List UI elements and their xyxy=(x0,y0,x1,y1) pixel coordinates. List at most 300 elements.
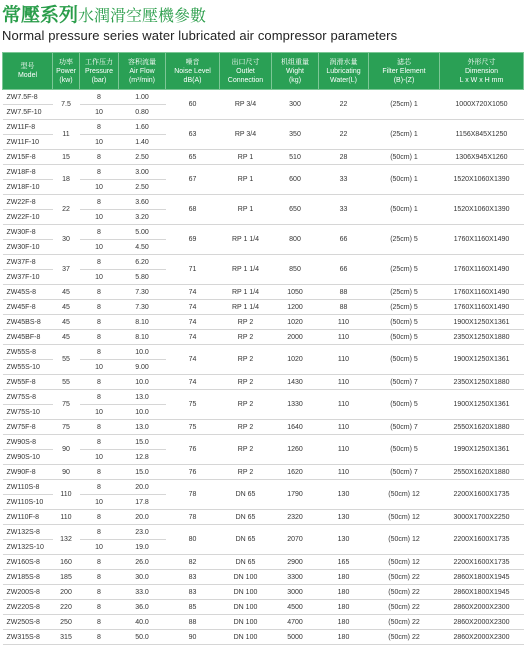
table-row xyxy=(3,120,524,135)
cell-filter: (50cm) 12 xyxy=(369,510,440,525)
cell-pressure: 8 xyxy=(80,285,119,300)
cell-dimension: 1760X1160X1490 xyxy=(440,255,524,285)
cell-pressure: 8 xyxy=(80,570,119,585)
cell-dimension: 1156X845X1250 xyxy=(440,120,524,150)
cell-power: 185 xyxy=(53,570,80,585)
cell-dimension: 1900X1250X1361 xyxy=(440,315,524,330)
cell-weight: 4700 xyxy=(272,615,319,630)
cell-water: 180 xyxy=(319,600,369,615)
cell-water: 110 xyxy=(319,330,369,345)
cell-weight: 1620 xyxy=(272,465,319,480)
header-dimension: 外形尺寸 Dimension L x W x H mm xyxy=(440,53,524,90)
cell-weight: 5000 xyxy=(272,630,319,645)
cell-air-flow: 10.0 xyxy=(119,405,166,420)
cell-dimension: 2200X1600X1735 xyxy=(440,525,524,555)
table-row xyxy=(3,420,524,435)
table-row xyxy=(3,600,524,615)
cell-outlet: RP 2 xyxy=(220,375,272,390)
cell-outlet: RP 1 xyxy=(220,165,272,195)
cell-noise: 68 xyxy=(166,195,220,225)
cell-air-flow: 20.0 xyxy=(119,510,166,525)
cell-model: ZW75S-8 xyxy=(3,390,53,405)
cell-filter: (50cm) 22 xyxy=(369,585,440,600)
cell-pressure: 8 xyxy=(80,510,119,525)
cell-air-flow: 3.60 xyxy=(119,195,166,210)
cell-noise: 65 xyxy=(166,150,220,165)
title-main: 常壓系列 xyxy=(2,4,79,26)
cell-outlet: DN 65 xyxy=(220,510,272,525)
cell-dimension: 1760X1160X1490 xyxy=(440,285,524,300)
cell-filter: (50cm) 7 xyxy=(369,420,440,435)
cell-dimension: 2860X2000X2300 xyxy=(440,630,524,645)
cell-weight: 1200 xyxy=(272,300,319,315)
cell-filter: (50cm) 12 xyxy=(369,555,440,570)
cell-filter: (25cm) 1 xyxy=(369,90,440,120)
cell-model: ZW30F-10 xyxy=(3,240,53,255)
cell-air-flow: 2.50 xyxy=(119,180,166,195)
cell-dimension: 1990X1250X1361 xyxy=(440,435,524,465)
cell-outlet: RP 2 xyxy=(220,345,272,375)
cell-outlet: DN 100 xyxy=(220,615,272,630)
cell-pressure: 8 xyxy=(80,420,119,435)
cell-outlet: RP 1 1/4 xyxy=(220,285,272,300)
cell-noise: 85 xyxy=(166,600,220,615)
table-row xyxy=(3,150,524,165)
cell-filter: (50cm) 5 xyxy=(369,390,440,420)
table-row xyxy=(3,585,524,600)
cell-dimension: 2860X2000X2300 xyxy=(440,600,524,615)
cell-filter: (25cm) 5 xyxy=(369,255,440,285)
cell-power: 45 xyxy=(53,315,80,330)
table-row xyxy=(3,300,524,315)
cell-noise: 76 xyxy=(166,465,220,480)
cell-model: ZW11F-8 xyxy=(3,120,53,135)
cell-power: 110 xyxy=(53,510,80,525)
cell-model: ZW90F-8 xyxy=(3,465,53,480)
cell-filter: (25cm) 1 xyxy=(369,120,440,150)
cell-noise: 80 xyxy=(166,525,220,555)
cell-model: ZW110S-10 xyxy=(3,495,53,510)
table-row xyxy=(3,165,524,180)
cell-water: 110 xyxy=(319,435,369,465)
cell-dimension: 1000X720X1050 xyxy=(440,90,524,120)
cell-model: ZW75F-8 xyxy=(3,420,53,435)
cell-dimension: 1760X1160X1490 xyxy=(440,300,524,315)
cell-filter: (50cm) 5 xyxy=(369,345,440,375)
cell-filter: (50cm) 12 xyxy=(369,525,440,555)
cell-model: ZW132S-8 xyxy=(3,525,53,540)
cell-pressure: 10 xyxy=(80,450,119,465)
table-row xyxy=(3,195,524,210)
cell-filter: (25cm) 5 xyxy=(369,285,440,300)
cell-air-flow: 10.0 xyxy=(119,345,166,360)
cell-dimension: 1520X1060X1390 xyxy=(440,165,524,195)
cell-power: 15 xyxy=(53,150,80,165)
cell-pressure: 8 xyxy=(80,615,119,630)
cell-air-flow: 26.0 xyxy=(119,555,166,570)
cell-outlet: RP 2 xyxy=(220,330,272,345)
cell-pressure: 8 xyxy=(80,150,119,165)
cell-air-flow: 7.30 xyxy=(119,300,166,315)
cell-outlet: RP 2 xyxy=(220,390,272,420)
cell-water: 110 xyxy=(319,390,369,420)
cell-weight: 1260 xyxy=(272,435,319,465)
header-pressure: 工作压力 Pressure (bar) xyxy=(80,53,119,90)
page-subtitle: Normal pressure series water lubricated air compressor parameters xyxy=(2,28,398,43)
title-sub: 水潤滑空壓機參數 xyxy=(78,6,207,25)
cell-air-flow: 20.0 xyxy=(119,480,166,495)
cell-power: 55 xyxy=(53,375,80,390)
cell-model: ZW37F-8 xyxy=(3,255,53,270)
cell-water: 130 xyxy=(319,480,369,510)
cell-model: ZW220S-8 xyxy=(3,600,53,615)
cell-dimension: 1760X1160X1490 xyxy=(440,225,524,255)
cell-power: 45 xyxy=(53,300,80,315)
cell-pressure: 8 xyxy=(80,480,119,495)
cell-model: ZW90S-8 xyxy=(3,435,53,450)
cell-pressure: 8 xyxy=(80,390,119,405)
cell-pressure: 10 xyxy=(80,240,119,255)
cell-pressure: 8 xyxy=(80,315,119,330)
cell-air-flow: 36.0 xyxy=(119,600,166,615)
cell-dimension: 2200X1600X1735 xyxy=(440,555,524,570)
cell-filter: (50cm) 12 xyxy=(369,480,440,510)
cell-power: 132 xyxy=(53,525,80,555)
cell-power: 90 xyxy=(53,465,80,480)
cell-model: ZW30F-8 xyxy=(3,225,53,240)
cell-noise: 74 xyxy=(166,345,220,375)
cell-air-flow: 0.80 xyxy=(119,105,166,120)
cell-air-flow: 4.50 xyxy=(119,240,166,255)
table-row xyxy=(3,480,524,495)
cell-filter: (50cm) 5 xyxy=(369,330,440,345)
cell-model: ZW7.5F-8 xyxy=(3,90,53,105)
cell-weight: 1640 xyxy=(272,420,319,435)
cell-dimension: 3000X1700X2250 xyxy=(440,510,524,525)
cell-dimension: 1900X1250X1361 xyxy=(440,390,524,420)
cell-dimension: 2550X1620X1880 xyxy=(440,465,524,480)
cell-water: 66 xyxy=(319,255,369,285)
cell-noise: 83 xyxy=(166,585,220,600)
cell-pressure: 8 xyxy=(80,555,119,570)
cell-power: 315 xyxy=(53,630,80,645)
cell-pressure: 10 xyxy=(80,360,119,375)
table-row xyxy=(3,615,524,630)
cell-air-flow: 19.0 xyxy=(119,540,166,555)
cell-air-flow: 15.0 xyxy=(119,465,166,480)
header-model: 型号 Model xyxy=(3,53,53,90)
cell-pressure: 10 xyxy=(80,105,119,120)
cell-dimension: 2860X1800X1945 xyxy=(440,585,524,600)
cell-weight: 1050 xyxy=(272,285,319,300)
cell-model: ZW200S-8 xyxy=(3,585,53,600)
cell-noise: 67 xyxy=(166,165,220,195)
cell-dimension: 2350X1250X1880 xyxy=(440,330,524,345)
cell-air-flow: 8.10 xyxy=(119,330,166,345)
cell-noise: 78 xyxy=(166,510,220,525)
cell-noise: 60 xyxy=(166,90,220,120)
cell-pressure: 10 xyxy=(80,495,119,510)
cell-outlet: RP 1 1/4 xyxy=(220,255,272,285)
cell-model: ZW185S-8 xyxy=(3,570,53,585)
cell-filter: (50cm) 22 xyxy=(369,600,440,615)
cell-outlet: RP 2 xyxy=(220,315,272,330)
cell-model: ZW55S-8 xyxy=(3,345,53,360)
cell-filter: (50cm) 22 xyxy=(369,630,440,645)
cell-outlet: RP 1 xyxy=(220,195,272,225)
cell-pressure: 8 xyxy=(80,120,119,135)
cell-power: 45 xyxy=(53,285,80,300)
cell-water: 88 xyxy=(319,285,369,300)
table-row xyxy=(3,570,524,585)
cell-filter: (50cm) 1 xyxy=(369,195,440,225)
cell-weight: 650 xyxy=(272,195,319,225)
cell-filter: (50cm) 7 xyxy=(369,375,440,390)
cell-air-flow: 17.8 xyxy=(119,495,166,510)
cell-power: 11 xyxy=(53,120,80,150)
cell-pressure: 8 xyxy=(80,195,119,210)
cell-model: ZW22F-10 xyxy=(3,210,53,225)
cell-weight: 2320 xyxy=(272,510,319,525)
cell-outlet: RP 3/4 xyxy=(220,90,272,120)
header-power: 功率 Power (kw) xyxy=(53,53,80,90)
cell-noise: 90 xyxy=(166,630,220,645)
cell-model: ZW55F-8 xyxy=(3,375,53,390)
cell-outlet: DN 65 xyxy=(220,555,272,570)
cell-power: 7.5 xyxy=(53,90,80,120)
cell-power: 37 xyxy=(53,255,80,285)
cell-pressure: 8 xyxy=(80,525,119,540)
cell-model: ZW250S-8 xyxy=(3,615,53,630)
cell-water: 110 xyxy=(319,420,369,435)
cell-dimension: 2860X1800X1945 xyxy=(440,570,524,585)
cell-air-flow: 3.00 xyxy=(119,165,166,180)
cell-air-flow: 12.8 xyxy=(119,450,166,465)
cell-dimension: 1520X1060X1390 xyxy=(440,195,524,225)
cell-water: 33 xyxy=(319,195,369,225)
cell-model: ZW55S-10 xyxy=(3,360,53,375)
cell-filter: (50cm) 5 xyxy=(369,435,440,465)
table-body xyxy=(3,90,524,645)
cell-pressure: 10 xyxy=(80,180,119,195)
table-row xyxy=(3,330,524,345)
table-row xyxy=(3,90,524,105)
cell-water: 33 xyxy=(319,165,369,195)
cell-air-flow: 15.0 xyxy=(119,435,166,450)
cell-model: ZW45S-8 xyxy=(3,285,53,300)
cell-pressure: 8 xyxy=(80,225,119,240)
table-row xyxy=(3,630,524,645)
cell-power: 18 xyxy=(53,165,80,195)
cell-model: ZW75S-10 xyxy=(3,405,53,420)
cell-weight: 1430 xyxy=(272,375,319,390)
cell-water: 180 xyxy=(319,570,369,585)
cell-model: ZW45F-8 xyxy=(3,300,53,315)
cell-air-flow: 1.60 xyxy=(119,120,166,135)
cell-power: 90 xyxy=(53,435,80,465)
cell-pressure: 8 xyxy=(80,255,119,270)
cell-power: 22 xyxy=(53,195,80,225)
cell-outlet: RP 1 1/4 xyxy=(220,300,272,315)
cell-model: ZW45BF-8 xyxy=(3,330,53,345)
cell-noise: 88 xyxy=(166,615,220,630)
cell-noise: 76 xyxy=(166,435,220,465)
cell-noise: 74 xyxy=(166,315,220,330)
cell-noise: 75 xyxy=(166,390,220,420)
cell-pressure: 8 xyxy=(80,630,119,645)
cell-air-flow: 7.30 xyxy=(119,285,166,300)
cell-dimension: 2550X1620X1880 xyxy=(440,420,524,435)
table-row xyxy=(3,255,524,270)
cell-weight: 600 xyxy=(272,165,319,195)
cell-water: 88 xyxy=(319,300,369,315)
cell-outlet: RP 1 1/4 xyxy=(220,225,272,255)
parameter-table xyxy=(2,52,524,645)
cell-outlet: DN 100 xyxy=(220,630,272,645)
cell-power: 220 xyxy=(53,600,80,615)
cell-air-flow: 50.0 xyxy=(119,630,166,645)
cell-pressure: 8 xyxy=(80,375,119,390)
header-noise: 噪音 Noise Level dB(A) xyxy=(166,53,220,90)
cell-filter: (50cm) 22 xyxy=(369,570,440,585)
cell-model: ZW11F-10 xyxy=(3,135,53,150)
cell-weight: 2000 xyxy=(272,330,319,345)
cell-water: 180 xyxy=(319,615,369,630)
cell-air-flow: 6.20 xyxy=(119,255,166,270)
cell-noise: 74 xyxy=(166,285,220,300)
cell-outlet: RP 3/4 xyxy=(220,120,272,150)
cell-power: 250 xyxy=(53,615,80,630)
cell-outlet: DN 100 xyxy=(220,570,272,585)
cell-power: 110 xyxy=(53,480,80,510)
cell-power: 45 xyxy=(53,330,80,345)
cell-dimension: 1306X945X1260 xyxy=(440,150,524,165)
table-row xyxy=(3,390,524,405)
cell-model: ZW15F-8 xyxy=(3,150,53,165)
header-water: 润滑水量 Lubricating Water(L) xyxy=(319,53,369,90)
cell-weight: 850 xyxy=(272,255,319,285)
cell-power: 75 xyxy=(53,420,80,435)
table-row xyxy=(3,285,524,300)
table-row xyxy=(3,510,524,525)
cell-model: ZW90S-10 xyxy=(3,450,53,465)
cell-water: 28 xyxy=(319,150,369,165)
cell-weight: 350 xyxy=(272,120,319,150)
cell-pressure: 8 xyxy=(80,165,119,180)
cell-pressure: 10 xyxy=(80,135,119,150)
cell-air-flow: 1.00 xyxy=(119,90,166,105)
cell-water: 165 xyxy=(319,555,369,570)
cell-pressure: 8 xyxy=(80,435,119,450)
cell-pressure: 8 xyxy=(80,585,119,600)
cell-air-flow: 10.0 xyxy=(119,375,166,390)
cell-pressure: 10 xyxy=(80,405,119,420)
cell-noise: 63 xyxy=(166,120,220,150)
cell-outlet: DN 65 xyxy=(220,480,272,510)
cell-model: ZW45BS-8 xyxy=(3,315,53,330)
cell-model: ZW18F-8 xyxy=(3,165,53,180)
cell-outlet: RP 2 xyxy=(220,465,272,480)
cell-weight: 1020 xyxy=(272,315,319,330)
cell-air-flow: 40.0 xyxy=(119,615,166,630)
cell-weight: 3300 xyxy=(272,570,319,585)
cell-water: 130 xyxy=(319,510,369,525)
cell-water: 66 xyxy=(319,225,369,255)
cell-air-flow: 8.10 xyxy=(119,315,166,330)
cell-model: ZW132S-10 xyxy=(3,540,53,555)
cell-power: 200 xyxy=(53,585,80,600)
cell-dimension: 2350X1250X1880 xyxy=(440,375,524,390)
table-row xyxy=(3,555,524,570)
cell-pressure: 10 xyxy=(80,270,119,285)
cell-filter: (50cm) 1 xyxy=(369,165,440,195)
cell-pressure: 10 xyxy=(80,210,119,225)
cell-dimension: 1900X1250X1361 xyxy=(440,345,524,375)
cell-air-flow: 3.20 xyxy=(119,210,166,225)
cell-noise: 82 xyxy=(166,555,220,570)
cell-weight: 4500 xyxy=(272,600,319,615)
table-row xyxy=(3,375,524,390)
cell-model: ZW110S-8 xyxy=(3,480,53,495)
cell-weight: 3000 xyxy=(272,585,319,600)
cell-pressure: 8 xyxy=(80,600,119,615)
cell-water: 110 xyxy=(319,375,369,390)
cell-water: 22 xyxy=(319,90,369,120)
cell-water: 180 xyxy=(319,630,369,645)
cell-air-flow: 5.00 xyxy=(119,225,166,240)
cell-weight: 1790 xyxy=(272,480,319,510)
cell-power: 160 xyxy=(53,555,80,570)
table-row xyxy=(3,435,524,450)
cell-water: 110 xyxy=(319,315,369,330)
cell-air-flow: 23.0 xyxy=(119,525,166,540)
cell-model: ZW7.5F-10 xyxy=(3,105,53,120)
cell-weight: 1330 xyxy=(272,390,319,420)
cell-model: ZW22F-8 xyxy=(3,195,53,210)
cell-dimension: 2200X1600X1735 xyxy=(440,480,524,510)
cell-noise: 74 xyxy=(166,330,220,345)
cell-power: 75 xyxy=(53,390,80,420)
table-row xyxy=(3,465,524,480)
cell-air-flow: 33.0 xyxy=(119,585,166,600)
cell-outlet: DN 100 xyxy=(220,600,272,615)
cell-water: 110 xyxy=(319,465,369,480)
cell-outlet: RP 2 xyxy=(220,435,272,465)
cell-air-flow: 1.40 xyxy=(119,135,166,150)
cell-weight: 800 xyxy=(272,225,319,255)
table-row xyxy=(3,315,524,330)
table-header-row xyxy=(3,53,524,90)
cell-noise: 71 xyxy=(166,255,220,285)
cell-filter: (25cm) 5 xyxy=(369,300,440,315)
cell-pressure: 8 xyxy=(80,465,119,480)
cell-weight: 300 xyxy=(272,90,319,120)
cell-noise: 75 xyxy=(166,420,220,435)
cell-weight: 1020 xyxy=(272,345,319,375)
cell-model: ZW160S-8 xyxy=(3,555,53,570)
page-title xyxy=(2,3,206,28)
cell-noise: 74 xyxy=(166,300,220,315)
header-air-flow: 容积流量 Air Flow (m³/min) xyxy=(119,53,166,90)
cell-weight: 2900 xyxy=(272,555,319,570)
cell-power: 30 xyxy=(53,225,80,255)
cell-air-flow: 30.0 xyxy=(119,570,166,585)
cell-outlet: DN 65 xyxy=(220,525,272,555)
cell-filter: (50cm) 22 xyxy=(369,615,440,630)
cell-pressure: 8 xyxy=(80,345,119,360)
cell-air-flow: 5.80 xyxy=(119,270,166,285)
cell-water: 110 xyxy=(319,345,369,375)
